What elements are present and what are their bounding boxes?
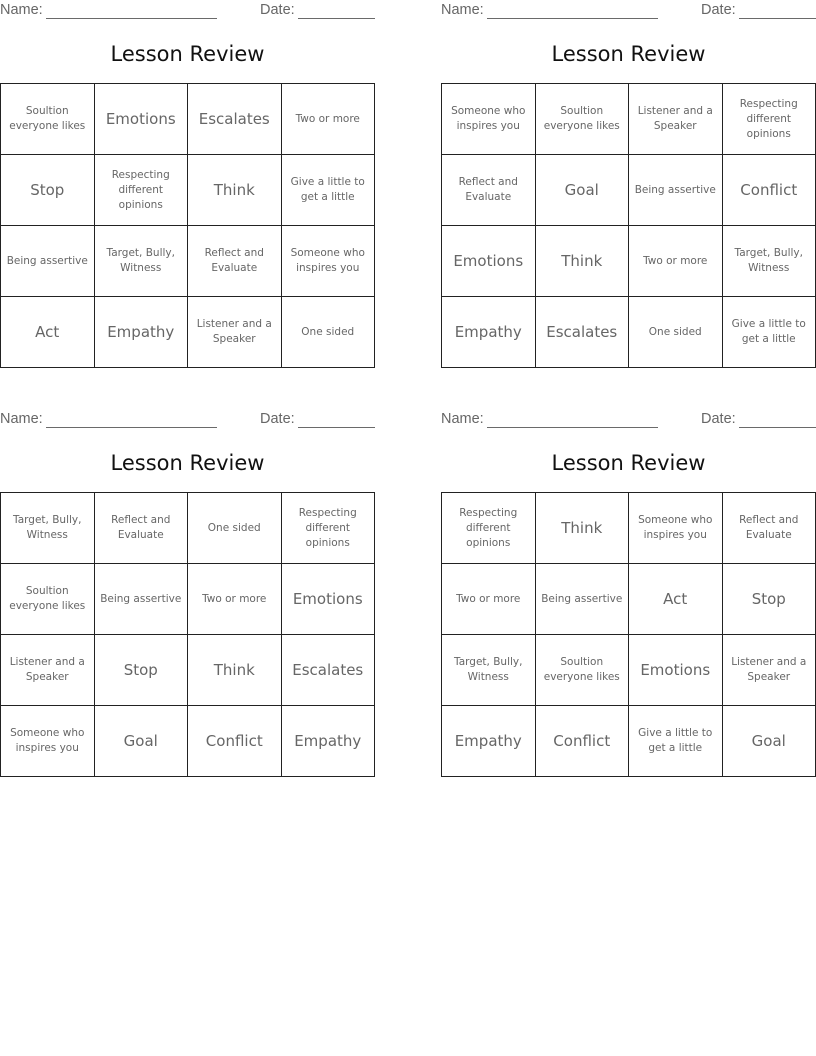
grid-cell: Someone who inspires you [442,84,536,155]
grid-cell: Think [188,635,282,706]
grid-cell: Conflict [535,706,629,777]
grid-row [1,493,375,564]
card-title: Lesson Review [551,451,706,475]
grid-cell: Empathy [442,297,536,368]
grid-cell: Reflect and Evaluate [722,493,816,564]
grid-cell: Listener and a Speaker [629,84,723,155]
grid-cell: Empathy [94,297,188,368]
name-blank-line [487,18,658,19]
grid-cell: Emotions [94,84,188,155]
grid-cell: Listener and a Speaker [1,635,95,706]
grid-row [442,706,816,777]
grid-cell: Listener and a Speaker [188,297,282,368]
grid-cell: Soultion everyone likes [1,564,95,635]
date-label: Date: [701,2,736,18]
grid-cell: Escalates [281,635,375,706]
review-card-2 [441,0,816,364]
grid-cell: Someone who inspires you [1,706,95,777]
grid-cell: Conflict [188,706,282,777]
grid-cell: Being assertive [94,564,188,635]
grid-cell: Stop [1,155,95,226]
grid-row [1,155,375,226]
name-date-row [0,411,375,429]
grid-cell: Emotions [442,226,536,297]
date-label: Date: [260,2,295,18]
name-label: Name: [0,2,43,18]
grid-cell: Goal [722,706,816,777]
grid-cell: Act [629,564,723,635]
grid-row [442,635,816,706]
grid-row [442,84,816,155]
date-label: Date: [701,411,736,427]
grid-row [442,226,816,297]
grid-cell: Soultion everyone likes [1,84,95,155]
date-label: Date: [260,411,295,427]
bingo-grid [0,492,375,777]
card-title: Lesson Review [551,42,706,66]
grid-cell: Reflect and Evaluate [188,226,282,297]
grid-cell: Being assertive [535,564,629,635]
grid-row [442,155,816,226]
grid-cell: Respecting different opinions [94,155,188,226]
grid-cell: Being assertive [629,155,723,226]
card-title: Lesson Review [110,451,265,475]
grid-cell: Think [535,493,629,564]
grid-cell: Conflict [722,155,816,226]
grid-cell: Reflect and Evaluate [94,493,188,564]
grid-cell: Two or more [281,84,375,155]
review-card-3 [0,409,375,773]
grid-cell: Soultion everyone likes [535,635,629,706]
grid-cell: Respecting different opinions [442,493,536,564]
grid-cell: One sided [281,297,375,368]
bingo-grid [0,83,375,368]
grid-cell: Think [535,226,629,297]
date-blank-line [739,427,816,428]
grid-cell: Soultion everyone likes [535,84,629,155]
grid-cell: Escalates [188,84,282,155]
grid-cell: Someone who inspires you [629,493,723,564]
grid-row [442,564,816,635]
name-date-row [441,411,816,429]
grid-cell: Someone who inspires you [281,226,375,297]
grid-cell: Target, Bully, Witness [442,635,536,706]
grid-row [1,84,375,155]
grid-cell: Stop [722,564,816,635]
grid-cell: Target, Bully, Witness [94,226,188,297]
grid-row [1,635,375,706]
grid-row [1,297,375,368]
grid-cell: Think [188,155,282,226]
grid-cell: Respecting different opinions [281,493,375,564]
name-label: Name: [441,2,484,18]
date-blank-line [739,18,816,19]
name-label: Name: [0,411,43,427]
grid-row [1,706,375,777]
grid-cell: Goal [535,155,629,226]
review-card-4 [441,409,816,773]
name-label: Name: [441,411,484,427]
grid-cell: Being assertive [1,226,95,297]
grid-row [1,564,375,635]
name-date-row [441,2,816,20]
grid-cell: Stop [94,635,188,706]
grid-cell: Two or more [188,564,282,635]
grid-cell: Target, Bully, Witness [722,226,816,297]
grid-cell: One sided [629,297,723,368]
grid-cell: Two or more [442,564,536,635]
grid-cell: Respecting different opinions [722,84,816,155]
grid-row [442,493,816,564]
name-blank-line [46,18,217,19]
name-blank-line [46,427,217,428]
grid-cell: Escalates [535,297,629,368]
grid-cell: Reflect and Evaluate [442,155,536,226]
grid-cell: Empathy [281,706,375,777]
review-card-1 [0,0,375,364]
card-title: Lesson Review [110,42,265,66]
grid-cell: Emotions [629,635,723,706]
grid-cell: Give a little to get a little [281,155,375,226]
grid-cell: Listener and a Speaker [722,635,816,706]
date-blank-line [298,427,375,428]
date-blank-line [298,18,375,19]
grid-cell: Give a little to get a little [722,297,816,368]
name-blank-line [487,427,658,428]
grid-cell: Two or more [629,226,723,297]
bingo-grid [441,83,816,368]
grid-cell: Emotions [281,564,375,635]
grid-cell: One sided [188,493,282,564]
grid-row [1,226,375,297]
grid-cell: Give a little to get a little [629,706,723,777]
grid-cell: Empathy [442,706,536,777]
name-date-row [0,2,375,20]
bingo-grid [441,492,816,777]
grid-row [442,297,816,368]
grid-cell: Act [1,297,95,368]
grid-cell: Goal [94,706,188,777]
grid-cell: Target, Bully, Witness [1,493,95,564]
